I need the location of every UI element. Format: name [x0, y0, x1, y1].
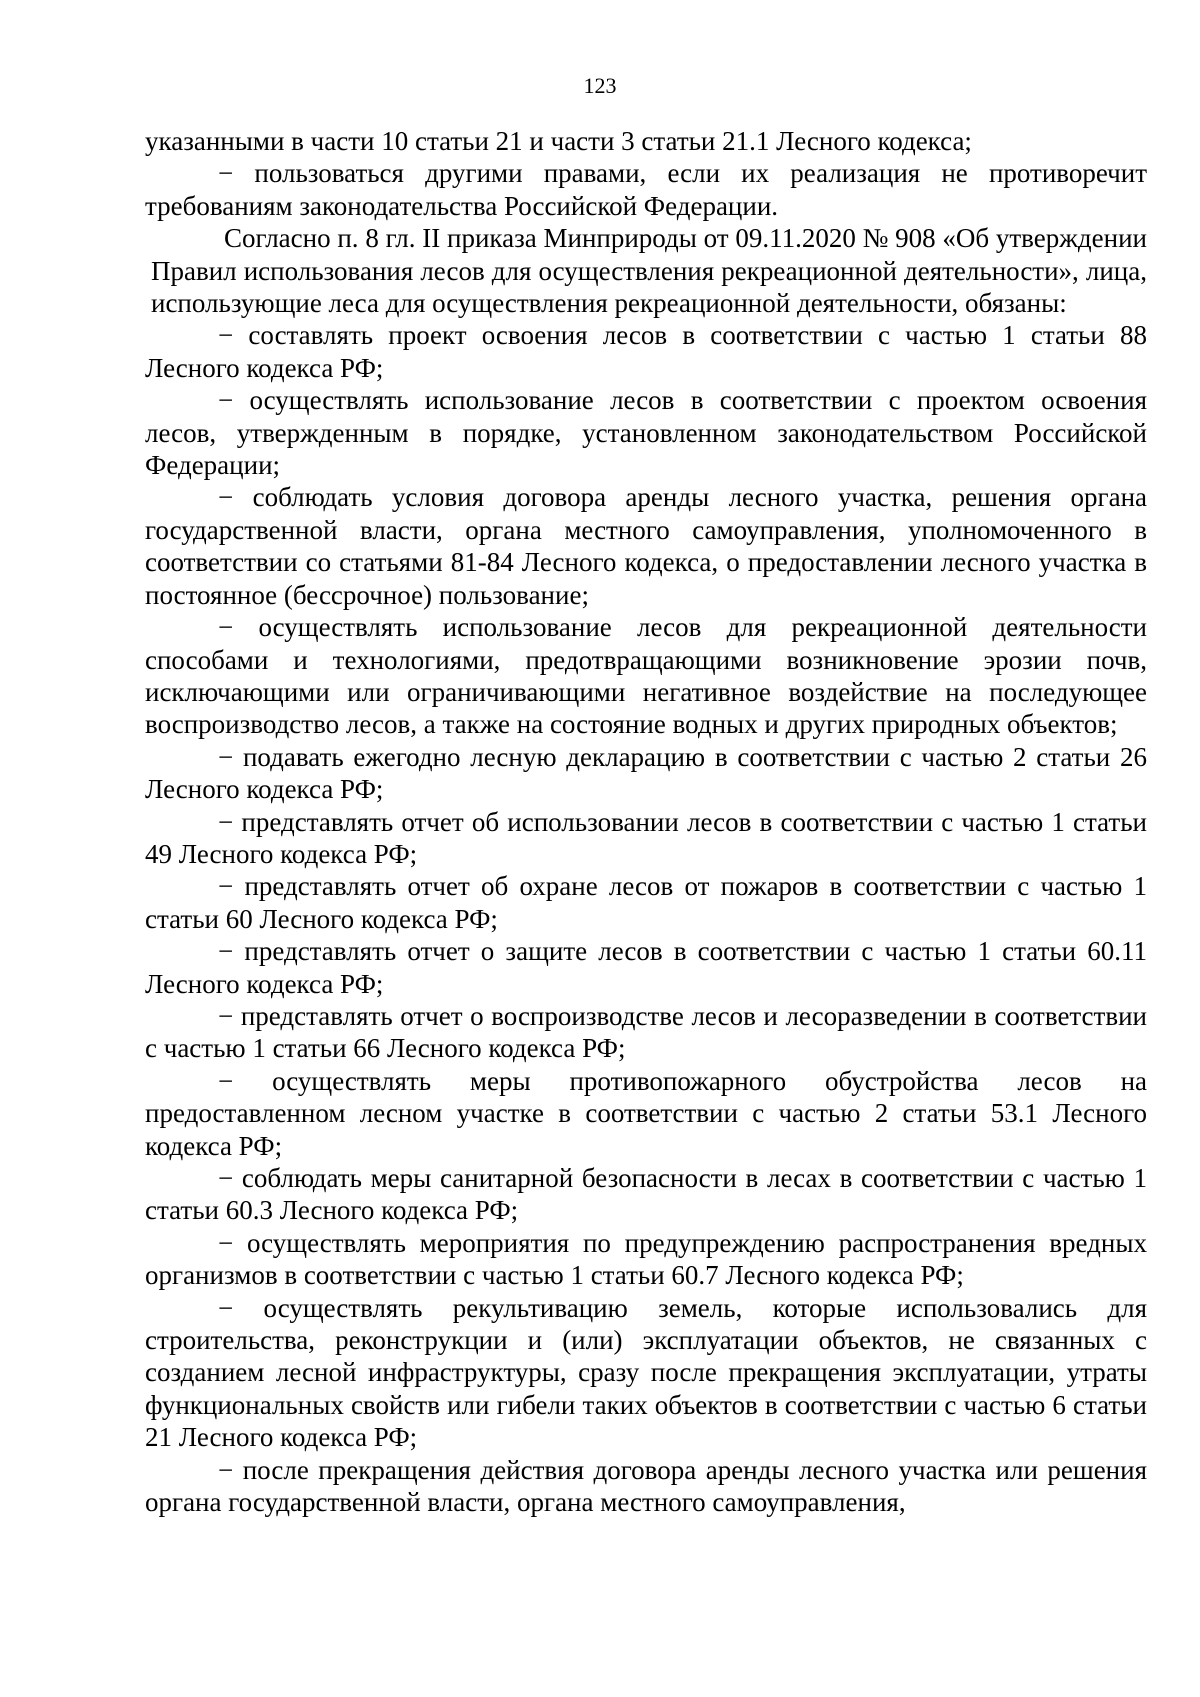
list-item-duty: − представлять отчет о воспроизводстве лесов и лесоразведении в соответствии с частью 1 статьи 66 Лесного кодекса РФ;: [145, 1000, 1147, 1064]
document-body: [145, 125, 1147, 1518]
list-item-rights: − пользоваться другими правами, если их реализация не противоречит требованиям законодательства Российской Федерации.: [145, 158, 1147, 221]
list-item-duty: − составлять проект освоения лесов в соответствии с частью 1 статьи 88 Лесного кодекса РФ;: [145, 320, 1147, 383]
list-item-duty: − представлять отчет об охране лесов от пожаров в соответствии с частью 1 статьи 60 Лесного кодекса РФ;: [145, 871, 1147, 934]
list-item-duty: − осуществлять мероприятия по предупреждению распространения вредных организмов в соответствии с частью 1 статьи 60.7 Лесного кодекса РФ;: [145, 1227, 1147, 1291]
paragraph-order-reference: Согласно п. 8 гл. II приказа Минприроды от 09.11.2020 № 908 «Об утверждении Правил использования лесов для осуществления рекреационной деятельности», лица, использующие леса для осуществления рекреационной деятельности, обязаны:: [151, 223, 1147, 319]
list-item-duty: − осуществлять использование лесов в соответствии с проектом освоения лесов, утвержденным в порядке, установленном законодательством Российской Федерации;: [145, 385, 1147, 481]
page-number: 123: [583, 73, 617, 98]
list-item-duty: − подавать ежегодно лесную декларацию в соответствии с частью 2 статьи 26 Лесного кодекса РФ;: [145, 741, 1147, 805]
list-item-duty: − представлять отчет об использовании лесов в соответствии с частью 1 статьи 49 Лесного кодекса РФ;: [145, 806, 1147, 869]
list-item-duty: − осуществлять использование лесов для рекреационной деятельности способами и технологиями, предотвращающими возникновение эрозии почв, исключающими или ограничивающими негативное воздействие на последующее воспроизводство лесов, а также на состояние водных и других природных объектов;: [145, 612, 1147, 740]
list-item-duty: − соблюдать условия договора аренды лесного участка, решения органа государственной власти, органа местного самоуправления, уполномоченного в соответствии со статьями 81-84 Лесного кодекса, о предоставлении лесного участка в постоянное (бессрочное) пользование;: [145, 482, 1147, 610]
list-item-duty: − осуществлять рекультивацию земель, которые использовались для строительства, реконструкции и (или) эксплуатации объектов, не связанных с созданием лесной инфраструктуры, сразу после прекращения эксплуатации, утраты функциональных свойств или гибели таких объектов в соответствии с частью 6 статьи 21 Лесного кодекса РФ;: [145, 1292, 1147, 1453]
list-item-duty: − осуществлять меры противопожарного обустройства лесов на предоставленном лесном участке в соответствии с частью 2 статьи 53.1 Лесного кодекса РФ;: [145, 1065, 1147, 1161]
list-item-duty: − соблюдать меры санитарной безопасности в лесах в соответствии с частью 1 статьи 60.3 Лесного кодекса РФ;: [145, 1163, 1147, 1226]
list-item-duty: − после прекращения действия договора аренды лесного участка или решения органа государственной власти, органа местного самоуправления,: [145, 1454, 1147, 1518]
paragraph-continuation: указанными в части 10 статьи 21 и части 3 статьи 21.1 Лесного кодекса;: [145, 126, 972, 156]
list-item-duty: − представлять отчет о защите лесов в соответствии с частью 1 статьи 60.11 Лесного кодекса РФ;: [145, 936, 1147, 999]
